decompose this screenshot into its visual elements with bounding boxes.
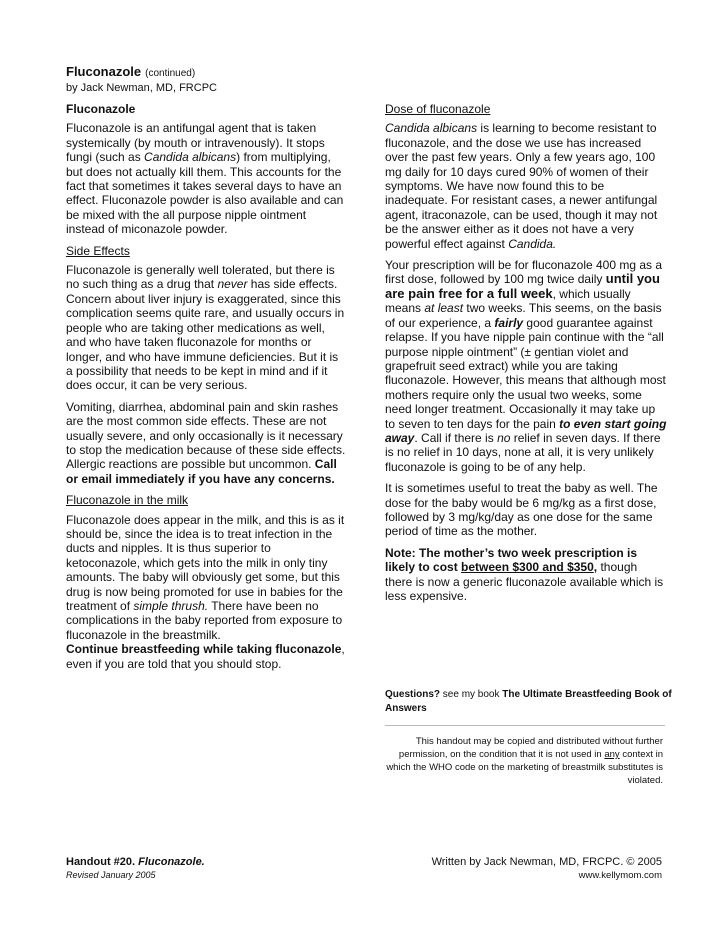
footer-author: Written by Jack Newman, MD, FRCPC. © 2005 — [431, 856, 662, 868]
paragraph-common-effects: Vomiting, diarrhea, abdominal pain and skin rashes are the most common side effects. These are not usually severe, and only occasionally is it necessary to stop the medication because of these side effects. Allergic reactions are possible but uncommon. Call or email immediately if you have any concerns. — [66, 399, 346, 486]
paragraph-side-effects: Fluconazole is generally well tolerated, but there is no such thing as a drug that never has side effects. Concern about liver injury is exaggerated, since this complication seems quite rare, and usually occurs in people who are taking other medications as well, and who have taken fluconazole for months or longer, and who have immune deficiencies. But it is a possibility that needs to be kept in mind and if it does occur, it can be very serious. — [66, 263, 345, 393]
heading-fluconazole: Fluconazole — [66, 102, 136, 116]
page-title — [66, 64, 195, 79]
left-column — [66, 102, 348, 678]
author-line: by Jack Newman, MD, FRCPC — [66, 82, 217, 94]
title-text: Fluconazole — [66, 64, 142, 79]
paragraph-cost-note: Note: The mother’s two week prescription is likely to cost between $300 and $350, though there is now a generic fluconazole available which is less expensive. — [385, 545, 664, 603]
paragraph-intro: Fluconazole is an antifungal agent that is taken systemically (by mouth or intravenously). It stops fungi (such as Candida albicans) from multiplying, but does not actually kill them. This accounts for the fact that sometimes it takes several days to have an effect. Fluconazole powder is also available and can be mixed with the all purpose nipple ointment instead of miconazole powder. — [66, 121, 344, 237]
footer-url[interactable]: www.kellymom.com — [578, 870, 662, 881]
footer-revised: Revised January 2005 — [66, 870, 156, 880]
heading-dose: Dose of fluconazole — [385, 102, 491, 116]
paragraph-prescription: Your prescription will be for fluconazole 400 mg as a first dose, followed by 100 mg twice daily until you are pain free for a full week, which usually means at least two weeks. This seems, on the basis of our experience, a fairly good guarantee against relapse. If you have nipple pain continue with the “all purpose nipple ointment” (± gentian violet and grapefruit seed extract) while you are taking fluconazole. However, this means that although most mothers require only the usual two weeks, some need longer treatment. Occasionally it may take up to seven to ten days for the pain to even start going away. Call if there is no relief in seven days. If there is no relief in 10 days, none at all, it is very unlikely fluconazole is going to be of any help. — [385, 258, 667, 474]
heading-in-milk: Fluconazole in the milk — [66, 493, 189, 508]
questions-line: Questions? see my book The Ultimate Breastfeeding Book of Answers — [385, 689, 672, 714]
right-column — [385, 102, 667, 610]
copyright-notice: This handout may be copied and distributed without further permission, on the condition that it is not used in any context in which the WHO code on the marketing of breastmilk substitutes is violated. — [386, 736, 663, 786]
footer-handout: Handout #20. Fluconazole. — [66, 856, 205, 868]
paragraph-milk: Fluconazole does appear in the milk, and this is as it should be, since the idea is to treat infection in the ducts and nipples. It is thus superior to ketoconazole, which gets into the milk in only tiny amounts. The baby will obviously get some, but this drug is now being promoted for use in babies for the treatment of simple thrush. There have been no complications in the baby reported from exposure to fluconazole in the breastmilk. Continue breastfeeding while taking fluconazole, even if you are told that you should stop. — [66, 512, 345, 671]
paragraph-baby-dose: It is sometimes useful to treat the baby as well. The dose for the baby would be 6 mg/kg as a first dose, followed by 3 mg/kg/day as one dose for the same period of time as the mother. — [385, 481, 658, 539]
title-suffix: (continued) — [145, 68, 196, 79]
heading-side-effects: Side Effects — [66, 243, 130, 258]
divider — [385, 725, 665, 726]
paragraph-resistance: Candida albicans is learning to become resistant to fluconazole, and the dose we use has increased over the past few years. Only a few years ago, 100 mg daily for 10 days cured 90% of women of their symptoms. We have now found this to be inadequate. For resistant cases, a newer antifungal agent, itraconazole, can be used, though it may not be the answer either as it does not have a very powerful effect against Candida. — [385, 121, 658, 251]
